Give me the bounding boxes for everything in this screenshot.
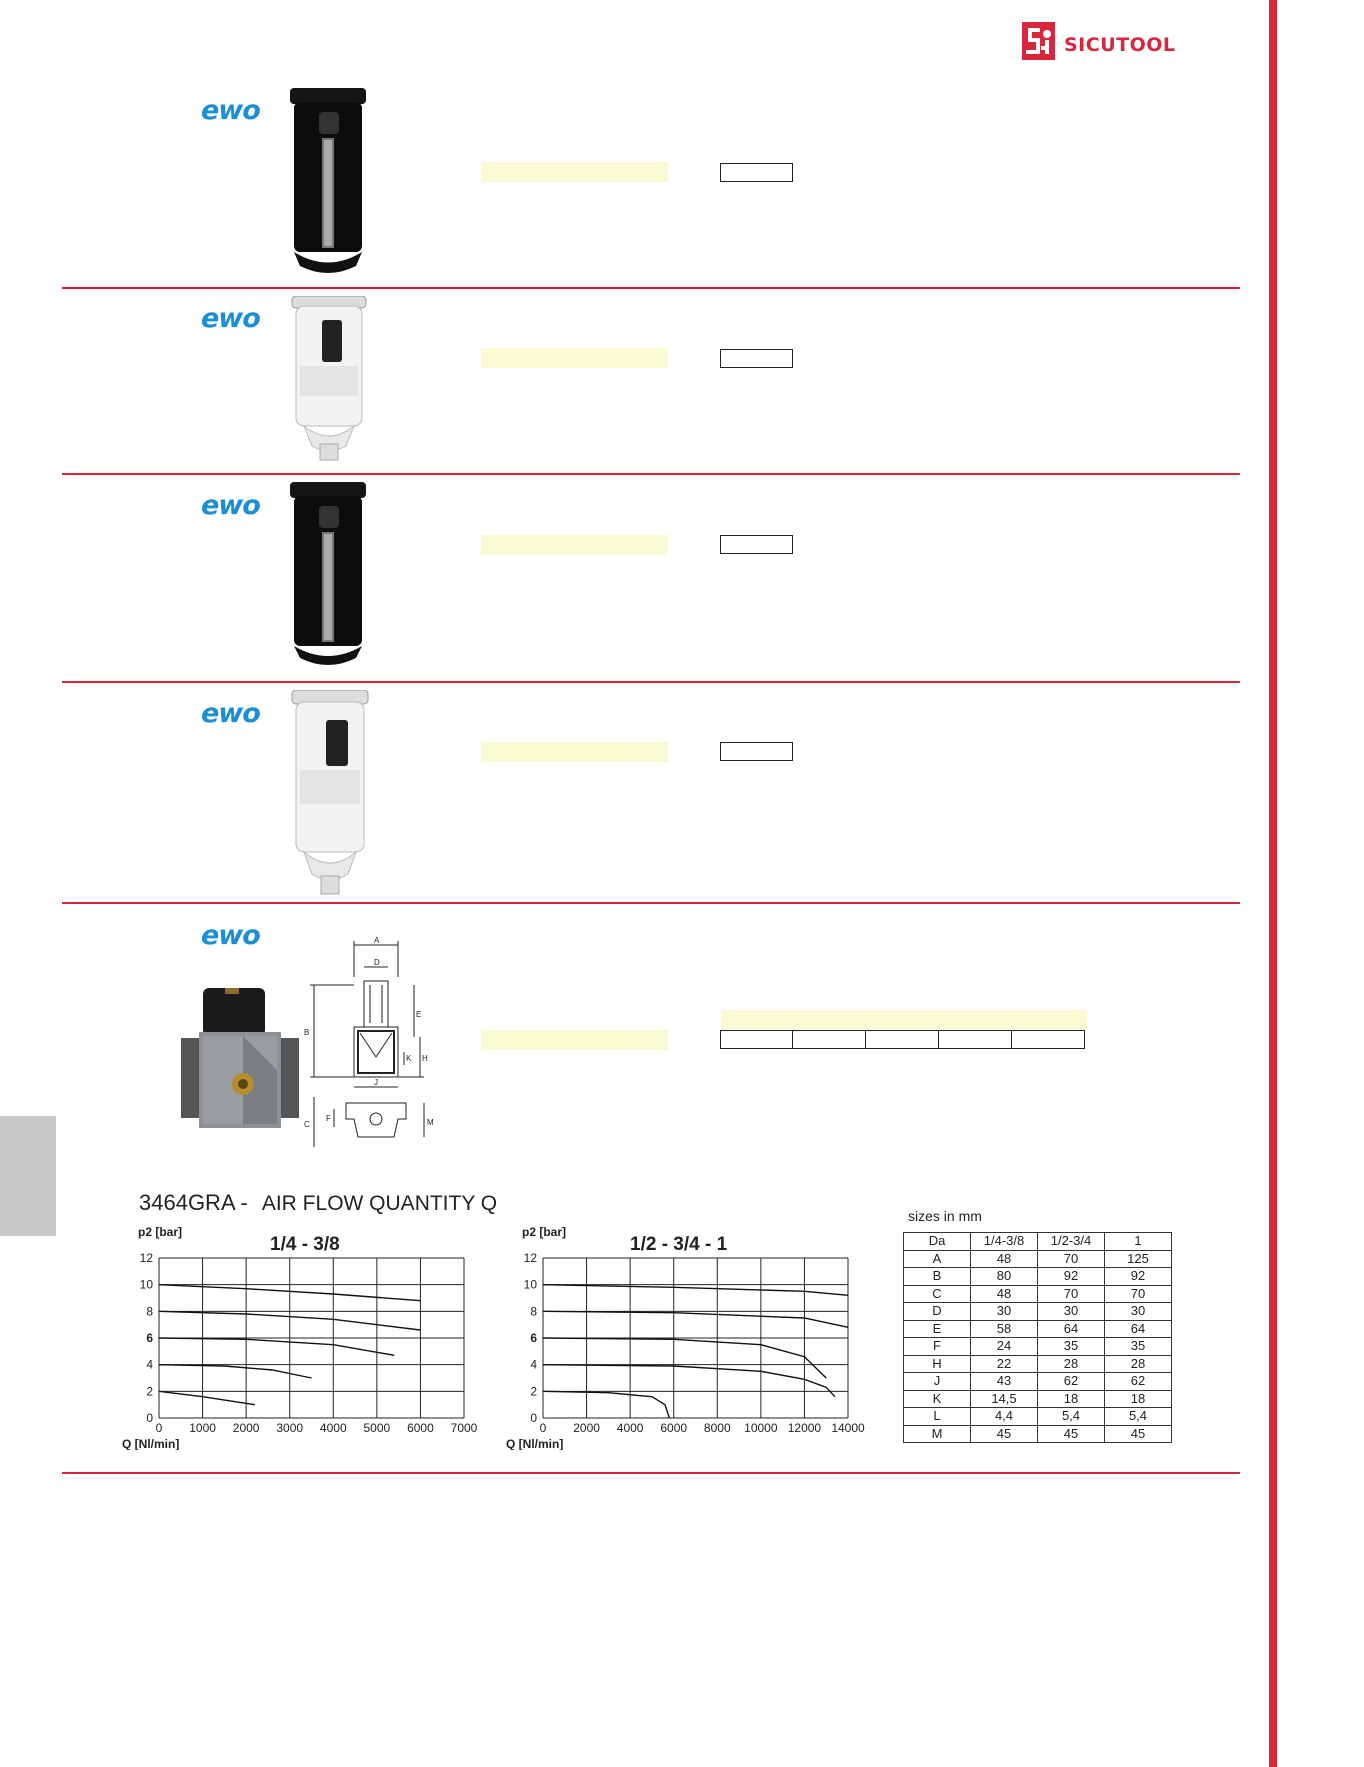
sicutool-logo-icon — [1022, 22, 1055, 68]
sizes-cell: 28 — [1038, 1355, 1105, 1373]
series-line-5 — [159, 1391, 255, 1404]
dimension-drawing — [304, 937, 454, 1163]
y-tick-label: 0 — [530, 1411, 537, 1425]
sizes-header-cell: Da — [904, 1233, 971, 1251]
chart-2-title: 1/2 - 3/4 - 1 — [630, 1234, 728, 1255]
y-tick-label: 2 — [530, 1384, 537, 1399]
series-line-3 — [159, 1338, 394, 1355]
sizes-cell: 30 — [971, 1303, 1038, 1321]
chart-1 — [120, 1222, 490, 1450]
sizes-cell: 5,4 — [1105, 1408, 1172, 1426]
sizes-cell: J — [904, 1373, 971, 1391]
sizes-cell: 70 — [1038, 1250, 1105, 1268]
ewo-logo: ewo — [201, 303, 260, 334]
sizes-cell: 64 — [1038, 1320, 1105, 1338]
highlight-bar — [481, 1030, 668, 1050]
x-tick-label: 10000 — [744, 1421, 778, 1435]
sizes-table — [903, 1232, 1172, 1443]
y-axis-label: p2 [bar] — [138, 1225, 183, 1239]
y-tick-label: 0 — [146, 1411, 153, 1425]
sizes-cell: 18 — [1105, 1390, 1172, 1408]
y-tick-label: 6 — [146, 1331, 153, 1345]
order-cell — [1012, 1030, 1085, 1049]
y-tick-label: 4 — [530, 1357, 537, 1372]
sizes-cell: 30 — [1038, 1303, 1105, 1321]
dim-label-k: K — [406, 1054, 412, 1063]
sizes-cell: 92 — [1038, 1268, 1105, 1286]
chart-2 — [504, 1222, 874, 1450]
sizes-cell: 45 — [1038, 1425, 1105, 1443]
side-tab — [0, 1116, 56, 1236]
sizes-header-cell: 1 — [1105, 1233, 1172, 1251]
x-tick-label: 6000 — [660, 1421, 688, 1435]
sizes-cell: 125 — [1105, 1250, 1172, 1268]
sizes-row — [904, 1338, 1172, 1356]
sizes-cell: 70 — [1105, 1285, 1172, 1303]
series-line-1 — [543, 1285, 848, 1296]
y-tick-label: 2 — [146, 1384, 153, 1399]
dim-label-m: M — [427, 1118, 434, 1127]
x-tick-label: 7000 — [450, 1421, 478, 1435]
chart-section-title — [139, 1190, 497, 1216]
y-tick-label: 6 — [530, 1331, 537, 1345]
sizes-row — [904, 1303, 1172, 1321]
x-axis-label: Q [Nl/min] — [122, 1437, 180, 1450]
sizes-header-row — [904, 1233, 1172, 1251]
sizes-row — [904, 1285, 1172, 1303]
order-cell — [793, 1030, 866, 1049]
sizes-row — [904, 1250, 1172, 1268]
sizes-cell: A — [904, 1250, 971, 1268]
x-tick-label: 0 — [539, 1421, 547, 1435]
sizes-row — [904, 1268, 1172, 1286]
order-box — [720, 742, 793, 761]
sizes-cell: H — [904, 1355, 971, 1373]
y-tick-label: 12 — [523, 1251, 537, 1265]
ewo-logo: ewo — [201, 95, 260, 126]
sizes-cell: 43 — [971, 1373, 1038, 1391]
series-line-2 — [543, 1311, 848, 1327]
sizes-row — [904, 1408, 1172, 1426]
x-tick-label: 0 — [155, 1421, 163, 1435]
sizes-header-cell: 1/4-3/8 — [971, 1233, 1038, 1251]
order-box — [720, 163, 793, 182]
sizes-cell: 70 — [1038, 1285, 1105, 1303]
x-tick-label: 5000 — [363, 1421, 391, 1435]
highlight-bar — [481, 162, 668, 182]
x-tick-label: 6000 — [407, 1421, 434, 1435]
sizes-cell: 24 — [971, 1338, 1038, 1356]
filter-unit-icon — [177, 988, 303, 1130]
order-cell — [866, 1030, 939, 1049]
sizes-cell: L — [904, 1408, 971, 1426]
sizes-cell: 64 — [1105, 1320, 1172, 1338]
dim-label-a: A — [374, 937, 380, 945]
sizes-label: sizes in mm — [908, 1208, 982, 1224]
brand-logo — [1022, 22, 1176, 68]
sizes-cell: B — [904, 1268, 971, 1286]
sizes-cell: 92 — [1105, 1268, 1172, 1286]
highlight-bar — [481, 742, 668, 762]
sizes-cell: 45 — [971, 1425, 1038, 1443]
sizes-cell: 45 — [1105, 1425, 1172, 1443]
sizes-row — [904, 1355, 1172, 1373]
y-tick-label: 10 — [523, 1277, 537, 1292]
sizes-cell: 80 — [971, 1268, 1038, 1286]
divider — [62, 287, 1240, 289]
sizes-cell: 35 — [1038, 1338, 1105, 1356]
page-edge-bar — [1269, 0, 1277, 1767]
sizes-cell: K — [904, 1390, 971, 1408]
y-tick-label: 12 — [139, 1251, 153, 1265]
clear-bowl-icon — [290, 296, 368, 462]
order-cell — [939, 1030, 1012, 1049]
sizes-cell: 14,5 — [971, 1390, 1038, 1408]
chart-1-title: 1/4 - 3/8 — [270, 1234, 340, 1255]
x-tick-label: 1000 — [189, 1421, 216, 1435]
brand-name: SICUTOOL — [1064, 34, 1176, 56]
black-bowl-icon — [286, 88, 370, 278]
series-line-4 — [159, 1365, 312, 1378]
order-cells — [720, 1030, 1085, 1049]
sizes-header-cell: 1/2-3/4 — [1038, 1233, 1105, 1251]
sizes-cell: 62 — [1038, 1373, 1105, 1391]
order-cell — [720, 1030, 793, 1049]
sizes-cell: 48 — [971, 1250, 1038, 1268]
sizes-cell: 5,4 — [1038, 1408, 1105, 1426]
black-bowl-icon — [286, 482, 370, 670]
y-axis-label: p2 [bar] — [522, 1225, 567, 1239]
x-tick-label: 12000 — [787, 1421, 822, 1435]
sizes-cell: 28 — [1105, 1355, 1172, 1373]
series-line-3 — [543, 1338, 826, 1378]
dim-label-h: H — [422, 1054, 428, 1063]
ewo-logo: ewo — [201, 920, 260, 951]
x-tick-label: 4000 — [319, 1421, 347, 1435]
highlight-bar-wide — [721, 1010, 1087, 1029]
sizes-row — [904, 1320, 1172, 1338]
dim-label-j: J — [374, 1078, 378, 1087]
order-box — [720, 349, 793, 368]
sizes-cell: 62 — [1105, 1373, 1172, 1391]
sizes-cell: 4,4 — [971, 1408, 1038, 1426]
sizes-cell: 22 — [971, 1355, 1038, 1373]
divider — [62, 473, 1240, 475]
x-tick-label: 14000 — [831, 1421, 865, 1435]
dim-label-b: B — [304, 1028, 310, 1037]
sizes-cell: M — [904, 1425, 971, 1443]
x-tick-label: 3000 — [276, 1421, 304, 1435]
divider — [62, 902, 1240, 904]
sizes-row — [904, 1373, 1172, 1391]
highlight-bar — [481, 535, 668, 555]
sizes-cell: F — [904, 1338, 971, 1356]
x-tick-label: 2000 — [232, 1421, 260, 1435]
x-tick-label: 8000 — [703, 1421, 731, 1435]
sizes-row — [904, 1425, 1172, 1443]
dim-label-c: C — [304, 1120, 310, 1129]
dim-label-e: E — [416, 1010, 422, 1019]
x-tick-label: 2000 — [573, 1421, 600, 1435]
sizes-cell: 18 — [1038, 1390, 1105, 1408]
sizes-cell: E — [904, 1320, 971, 1338]
y-tick-label: 8 — [530, 1304, 537, 1319]
order-box — [720, 535, 793, 554]
ewo-logo: ewo — [201, 698, 260, 729]
sizes-cell: 35 — [1105, 1338, 1172, 1356]
sizes-cell: 58 — [971, 1320, 1038, 1338]
sizes-cell: 30 — [1105, 1303, 1172, 1321]
y-tick-label: 10 — [139, 1277, 153, 1292]
series-line-5 — [543, 1391, 669, 1418]
divider — [62, 1472, 1240, 1474]
dim-label-f: F — [326, 1114, 331, 1123]
dim-label-d: D — [374, 958, 380, 967]
y-tick-label: 4 — [146, 1357, 153, 1372]
sizes-row — [904, 1390, 1172, 1408]
x-tick-label: 4000 — [616, 1421, 644, 1435]
highlight-bar — [481, 348, 668, 368]
sizes-cell: D — [904, 1303, 971, 1321]
chart-code: 3464GRA - — [139, 1190, 248, 1215]
y-tick-label: 8 — [146, 1304, 153, 1319]
x-axis-label: Q [Nl/min] — [506, 1437, 564, 1450]
chart-name: AIR FLOW QUANTITY Q — [261, 1192, 498, 1215]
divider — [62, 681, 1240, 683]
ewo-logo: ewo — [201, 490, 260, 521]
sizes-cell: 48 — [971, 1285, 1038, 1303]
sizes-cell: C — [904, 1285, 971, 1303]
clear-bowl-icon — [290, 690, 370, 896]
